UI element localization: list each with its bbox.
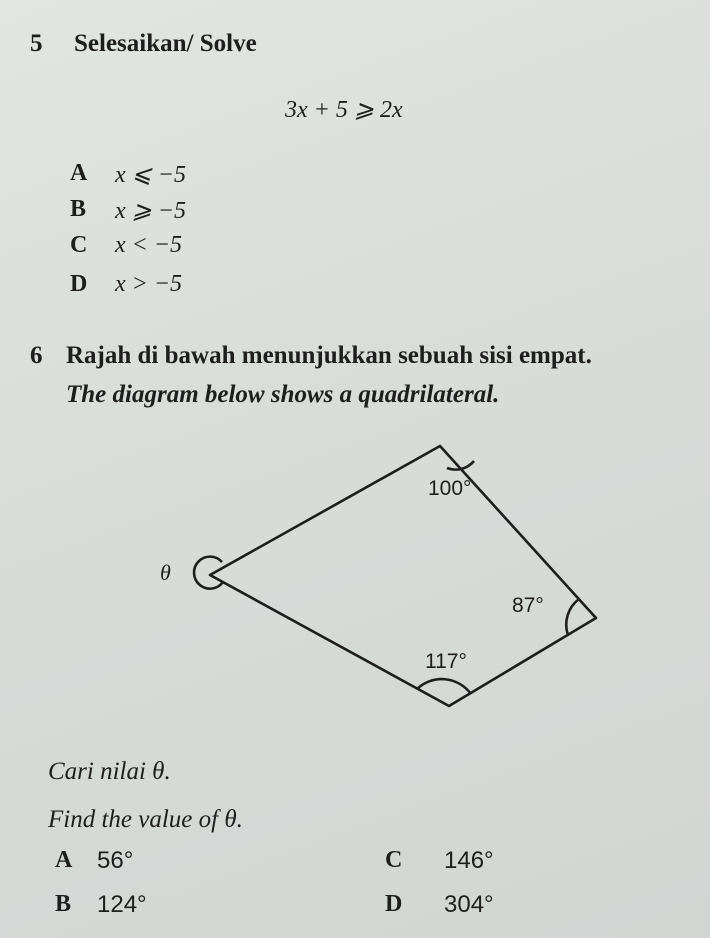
q6-option-d-value: 304°	[444, 891, 494, 918]
question-5-instruction: Selesaikan/ Solve	[74, 30, 257, 57]
angle-label-theta: θ	[160, 560, 171, 585]
question-6-prompt-en: Find the value of θ.	[48, 806, 243, 833]
q6-option-c-value: 146°	[444, 847, 494, 874]
angle-arc-theta	[194, 557, 223, 589]
quadrilateral-diagram	[0, 430, 710, 730]
angle-label-top: 100°	[428, 477, 472, 500]
q6-option-a-value: 56°	[97, 847, 134, 874]
quadrilateral-shape	[210, 446, 596, 706]
q5-option-c-value: x < −5	[115, 232, 183, 258]
q6-option-c-letter: C	[385, 847, 403, 873]
angle-label-right: 87°	[512, 594, 544, 617]
q5-option-d-letter: D	[70, 271, 88, 297]
question-6-prompt-ms: Cari nilai θ.	[48, 758, 171, 785]
question-5-inequality: 3x + 5 ⩾ 2x	[285, 97, 403, 123]
angle-label-bottom: 117°	[425, 650, 467, 673]
q5-option-b-letter: B	[70, 196, 87, 222]
q6-option-b-letter: B	[55, 891, 72, 917]
question-6-number: 6	[30, 342, 43, 369]
q5-option-a-value: x ⩽ −5	[115, 162, 186, 188]
q6-option-a-letter: A	[55, 847, 73, 873]
q5-option-a-letter: A	[70, 160, 88, 186]
question-6-statement-en: The diagram below shows a quadrilateral.	[66, 381, 500, 408]
q6-option-d-letter: D	[385, 891, 403, 917]
angle-arc-top	[447, 461, 474, 470]
question-5-number: 5	[30, 30, 43, 57]
q5-option-c-letter: C	[70, 232, 88, 258]
question-6-statement-ms: Rajah di bawah menunjukkan sebuah sisi empat.	[66, 342, 592, 369]
q6-option-b-value: 124°	[97, 891, 147, 918]
q5-option-d-value: x > −5	[115, 271, 183, 297]
q5-option-b-value: x ⩾ −5	[115, 198, 186, 224]
